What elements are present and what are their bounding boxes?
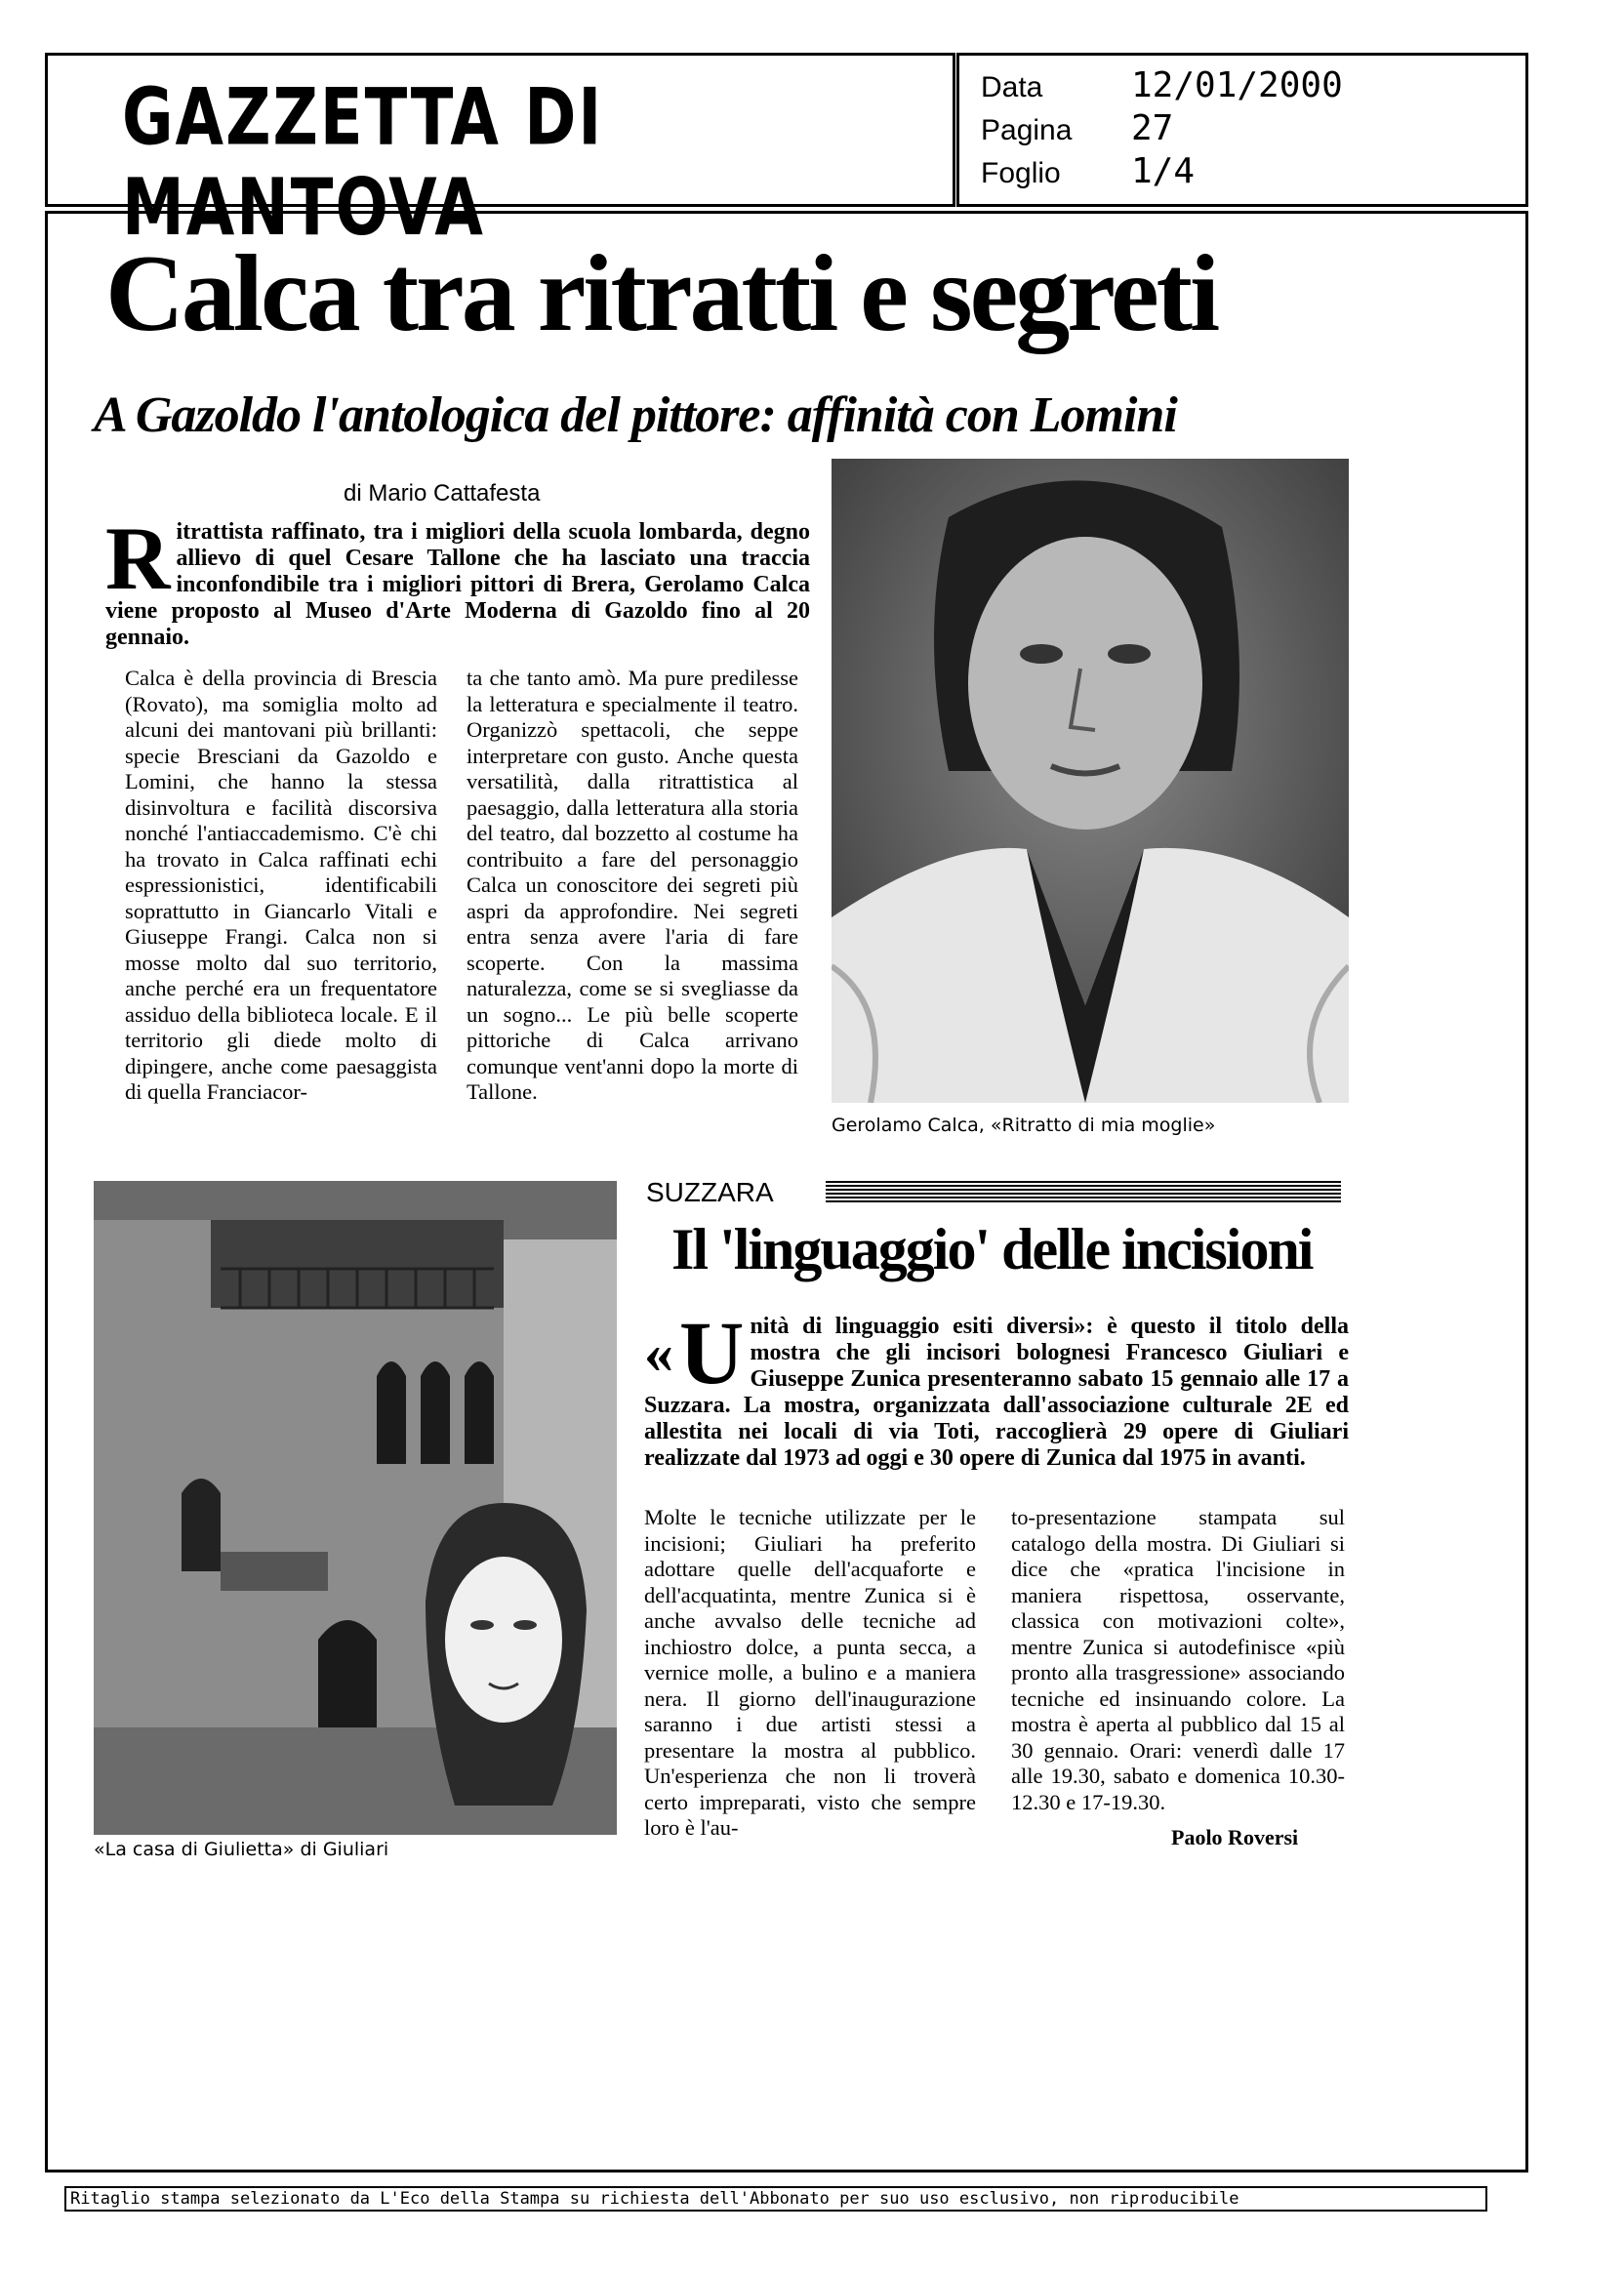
section-rule — [826, 1181, 1341, 1202]
masthead-box — [45, 53, 955, 254]
article1-dropcap: R — [105, 508, 171, 608]
article2-quote: « — [644, 1320, 673, 1385]
portrait-caption: Gerolamo Calca, «Ritratto di mia moglie» — [832, 1115, 1216, 1136]
article2-col1: Molte le tecniche utilizzate per le incisioni; Giuliari ha preferito adottare quelle dell'acquaforte e dell'acquatinta, mentre Zunica si è anche avvalso delle tecniche ad inchiostro dolce, a punta secca, a vernice molle, a bulino e a maniera nera. Il giorno dell'inaugurazione saranno i due artisti stessi a presentare la mostra al pubblico. Un'esperienza che non li troverà certo impreparati, visto che sempre loro è l'au- — [644, 1505, 976, 1840]
article2-lead: « U nità di linguaggio esiti diversi»: è questo il titolo della mostra che gli incisori bolognesi Francesco Giuliari e Giuseppe Zunica presenteranno sabato 15 gennaio alle 17 a Suzzara. La mostra, organizzata dall'associazione culturale 2E ed allestita nei locali di via Toti, raccoglierà 29 opere di Giuliari realizzate dal 1973 ad oggi e 30 opere di Zunica dal 1975 in avanti. — [644, 1303, 1349, 1471]
article2-headline: Il 'linguaggio' delle incisioni — [671, 1217, 1313, 1281]
article1-col1: Calca è della provincia di Brescia (Rovato), ma somiglia molto ad alcuni dei mantovani più brillanti: specie Bresciani da Gazoldo e Lomini, che hanno la stessa disinvoltura e facilità discorsiva nonché l'antiaccademismo. C'è chi ha trovato in Calca raffinati echi espressionistici, identificabili soprattutto in Giancarlo Vitali e Giuseppe Frangi. Calca non si mosse molto dal suo territorio, anche perché era un frequentatore assiduo della biblioteca locale. E il territorio gli diede molto di dipingere, anche come paesaggista di quella Franciacor- — [125, 666, 437, 1104]
page-label: Pagina — [981, 114, 1073, 146]
article2-signature: Paolo Roversi — [1171, 1825, 1299, 1849]
article1-subheadline: A Gazoldo l'antologica del pittore: affinità con Lomini — [94, 387, 1177, 443]
article1-byline: di Mario Cattafesta — [344, 480, 541, 507]
portrait-image — [832, 459, 1349, 1103]
giulietta-image — [94, 1181, 617, 1835]
date-value: 12/01/2000 — [1131, 65, 1343, 105]
article1-col2: ta che tanto amò. Ma pure predilesse la letteratura e specialmente il teatro. Organizzò spettacoli, che seppe interpretare con gusto. Anche questa versatilità, dalla ritrattistica al paesaggio, dalla letteratura alla storia del teatro, dal bozzetto al costume ha contribuito a fare del personaggio Calca un conoscitore dei segreti più aspri da approfondire. Nei segreti entra senza avere l'aria di fare scoperte. Con la massima naturalezza, come se si svegliasse da un sogno... Le più belle scoperte pittoriche di Calca arrivano comunque vent'anni dopo la morte di Tallone. — [467, 666, 798, 1104]
article2-dropcap: U — [679, 1303, 745, 1402]
page-value: 27 — [1131, 108, 1174, 148]
sheet-label: Foglio — [981, 157, 1061, 189]
giulietta-caption: «La casa di Giulietta» di Giuliari — [94, 1839, 389, 1860]
article1-headline: Calca tra ritratti e segreti — [105, 233, 1218, 354]
section-label: SUZZARA — [646, 1177, 774, 1207]
footer-notice: Ritaglio stampa selezionato da L'Eco della Stampa su richiesta dell'Abbonato per suo uso esclusivo, non riproducibile — [64, 2186, 1487, 2212]
article1-lead: Ritrattista raffinato, tra i migliori della scuola lombarda, degno allievo di quel Cesare Tallone che ha lasciato una traccia inconfondibile tra i migliori pittori di Brera, Gerolamo Calca viene proposto al Museo d'Arte Moderna di Gazoldo fino al 20 gennaio. — [105, 508, 810, 650]
article2-col2: to-presentazione stampata sul catalogo della mostra. Di Giuliari si dice che «pratica l'incisione in maniera rispettosa, osservante, classica con motivazioni colte», mentre Zunica si autodefinisce «più pronto alla trasgressione» associando tecniche ed insinuando colore. La mostra è aperta al pubblico dal 15 al 30 gennaio. Orari: venerdì dalle 17 alle 19.30, sabato e domenica 10.30-12.30 e 17-19.30. — [1011, 1505, 1345, 1814]
portrait-photo — [832, 459, 1349, 1103]
sheet-value: 1/4 — [1131, 151, 1196, 191]
meta-box — [956, 53, 1528, 207]
giulietta-engraving — [94, 1181, 617, 1835]
date-label: Data — [981, 71, 1043, 103]
masthead-title: GAZZETTA DI MANTOVA — [122, 73, 604, 254]
